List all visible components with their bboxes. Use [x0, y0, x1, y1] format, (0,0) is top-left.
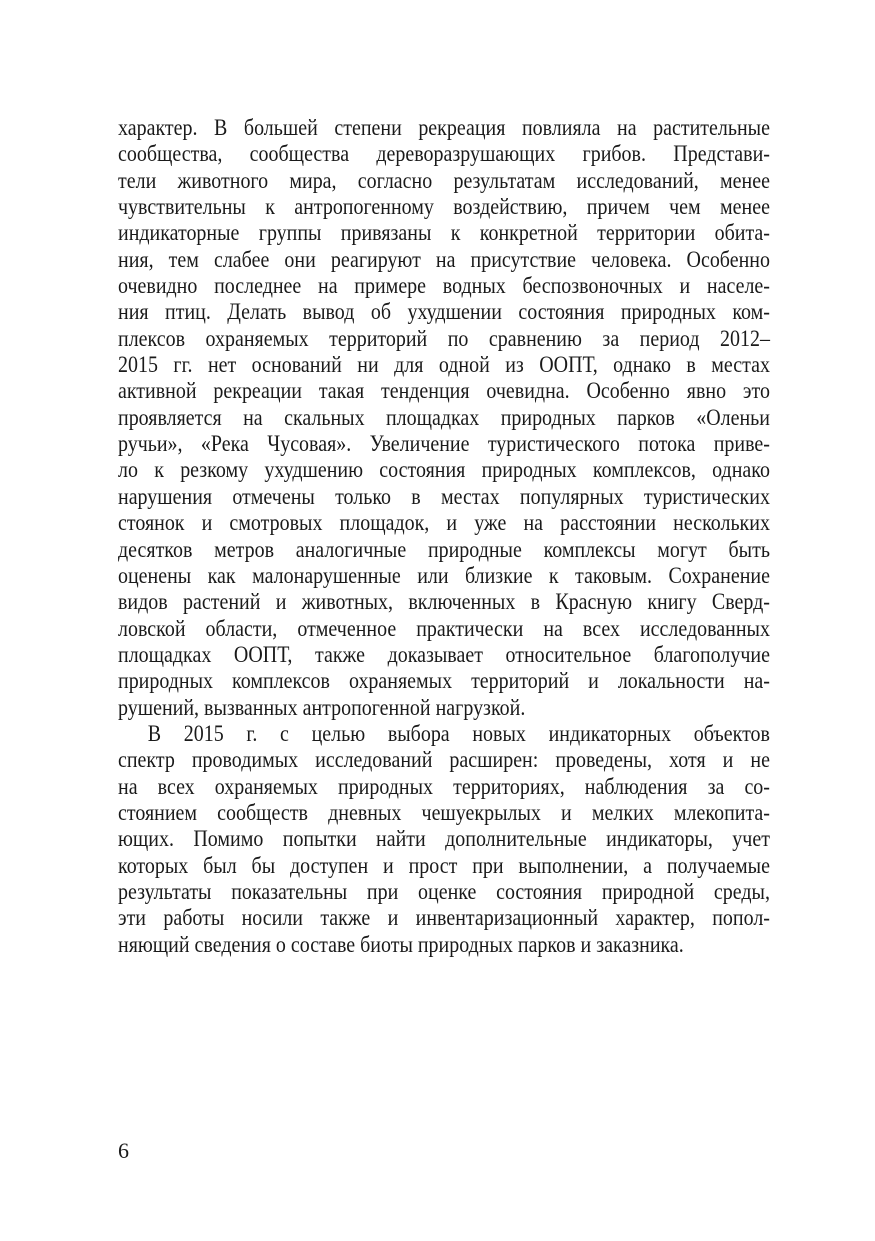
- body-text: [118, 115, 770, 958]
- text-line: на всех охраняемых природных территориях, наблюдения за со-: [118, 773, 770, 800]
- text-line: спектр проводимых исследований расширен: проведены, хотя и не: [118, 747, 770, 774]
- text-line: ручьи», «Река Чусовая». Увеличение туристического потока приве-: [118, 431, 770, 458]
- text-line: ло к резкому ухудшению состояния природных комплексов, однако: [118, 457, 770, 484]
- text-line: сообщества, сообщества дереворазрушающих грибов. Представи-: [118, 141, 770, 168]
- text-line: активной рекреации такая тенденция очевидна. Особенно явно это: [118, 378, 770, 405]
- text-line: стоянием сообществ дневных чешуекрылых и мелких млекопита-: [118, 799, 770, 826]
- text-line: десятков метров аналогичные природные комплексы могут быть: [118, 536, 770, 563]
- text-line: которых был бы доступен и прост при выполнении, а получаемые: [118, 852, 770, 879]
- text-line: стоянок и смотровых площадок, и уже на расстоянии нескольких: [118, 510, 770, 537]
- text-line: рушений, вызванных антропогенной нагрузкой.: [118, 694, 526, 721]
- text-line: характер. В большей степени рекреация повлияла на растительные: [118, 115, 770, 141]
- page-number: 6: [118, 1138, 129, 1163]
- text-line: тели животного мира, согласно результатам исследований, менее: [118, 167, 770, 194]
- text-line: няющий сведения о составе биоты природных парков и заказника.: [118, 931, 684, 958]
- text-line: ния птиц. Делать вывод об ухудшении состояния природных ком-: [118, 299, 770, 326]
- text-line: очевидно последнее на примере водных беспозвоночных и населе-: [118, 273, 770, 300]
- text-line: площадках ООПТ, также доказывает относительное благополучие: [118, 641, 770, 668]
- text-line: чувствительны к антропогенному воздействию, причем чем менее: [118, 194, 770, 221]
- text-line: 2015 гг. нет оснований ни для одной из ООПТ, однако в местах: [118, 352, 770, 379]
- text-line: В 2015 г. с целью выбора новых индикаторных объектов: [147, 720, 770, 747]
- text-line: видов растений и животных, включенных в Красную книгу Сверд-: [118, 589, 770, 616]
- text-line: ловской области, отмеченное практически на всех исследованных: [118, 615, 770, 642]
- text-line: ющих. Помимо попытки найти дополнительные индикаторы, учет: [118, 826, 770, 853]
- paragraph: [118, 115, 770, 721]
- text-line: ния, тем слабее они реагируют на присутствие человека. Особенно: [118, 246, 770, 273]
- text-line: плексов охраняемых территорий по сравнению за период 2012–: [118, 325, 770, 352]
- text-line: нарушения отмечены только в местах популярных туристических: [118, 483, 770, 510]
- text-line: индикаторные группы привязаны к конкретной территории обита-: [118, 220, 770, 247]
- text-line: оценены как малонарушенные или близкие к таковым. Сохранение: [118, 562, 770, 589]
- text-line: проявляется на скальных площадках природных парков «Оленьи: [118, 404, 770, 431]
- text-line: результаты показательны при оценке состояния природной среды,: [118, 878, 770, 905]
- text-line: природных комплексов охраняемых территорий и локальности на-: [118, 668, 770, 695]
- paragraph: [118, 721, 770, 958]
- text-line: эти работы носили также и инвентаризационный характер, попол-: [118, 905, 770, 932]
